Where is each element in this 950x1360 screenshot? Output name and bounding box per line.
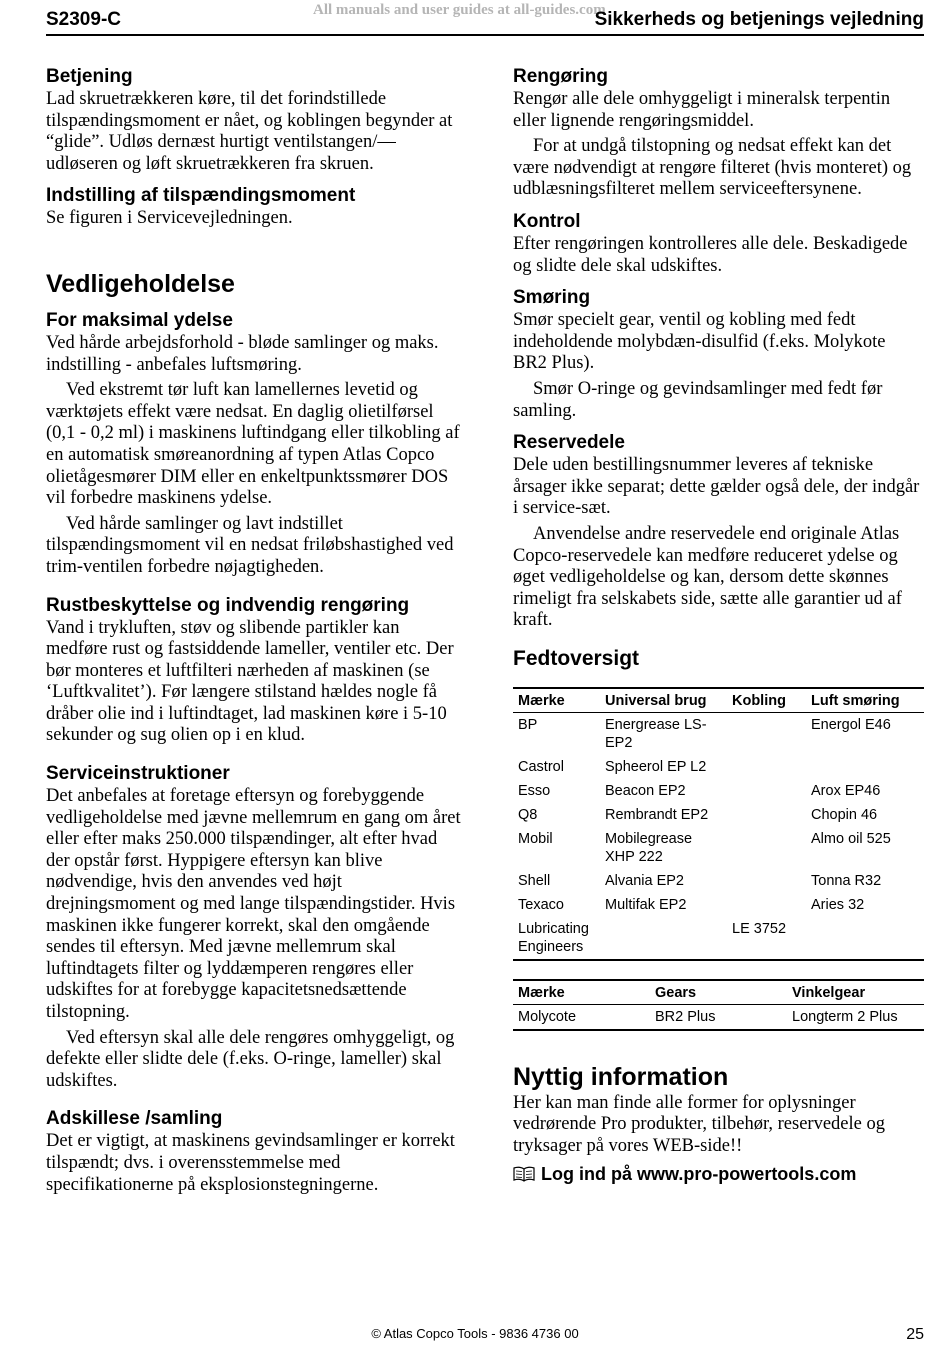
table-cell: Q8	[518, 806, 538, 823]
paragraph-rust: Vand i trykluften, støv og slibende partikler kan medføre rust og fastsiddende lameller, ventiler etc. Der bør monteres et luftfilteri nærheden af maskinen (se ‘Luftkvalitet’). Før længere stilstand hældes nogle få dråber olie ind i luftindtaget, lad maskinen køre i 5-10 sekunder og sug olien op i en klud.	[46, 617, 454, 746]
table-cell	[727, 712, 806, 755]
paragraph-maks-2: Ved ekstremt tør luft kan lamellernes levetid og værktøjets effekt være nedsat. En daglig olietilførsel (0,1 - 0,2 ml) i maskinens luftindgang eller tilkobling af en automatisk smøreanordning af typen Atlas Copco olietågesmører DIM eller en enkeltpunktssmører DOS vil forbedre maskinens ydelse.	[46, 380, 460, 509]
table-cell: Texaco	[518, 896, 564, 913]
table-row	[513, 1004, 924, 1030]
heading-betjening: Betjening	[46, 66, 133, 87]
heading-smoring: Smøring	[513, 287, 591, 309]
web-link[interactable]	[513, 1164, 924, 1185]
paragraph-reservedele-1: Dele uden bestillingsnummer leveres af tekniske årsager ikke separat; dette gælder også dele, der indgår i service-sæt.	[513, 455, 920, 519]
paragraph-smoring-1: Smør specielt gear, ventil og kobling med fedt indeholdende molybdæn-disulfid (f.eks. Molykote BR2 Plus).	[513, 310, 886, 374]
right-column	[513, 64, 924, 1185]
table-row	[513, 712, 924, 755]
gear-table-header	[513, 980, 924, 1005]
table-cell: Almo oil 525	[811, 830, 891, 847]
table-cell	[727, 779, 806, 803]
table-cell: Esso	[518, 782, 551, 799]
column-header: Luft smøring	[806, 688, 924, 713]
table-cell: Spheerol EP L2	[605, 758, 707, 775]
paragraph-service-1: Det anbefales at foretage eftersyn og forebyggende vedligeholdelse med jævne mellemrum en gang om året eller efter maks 250.000 tilspændinger, alt efter hvad der opstår først. Hyppigere eftersyn kan blive nødvendige, hvis den anvendes ved højt drejningsmoment og med lange tilspændingstider. Hvis maskinen ikke fungerer korrekt, skal den omgående sendes til eftersyn. Med jævne mellemrum skal luftindtagets filter og lyddæmperen rengøres eller udskiftes for at forebygge kapacitetsnedsættende tilstopning.	[46, 786, 461, 1022]
table-cell	[806, 755, 924, 779]
table-row	[513, 755, 924, 779]
header-rule	[46, 34, 924, 36]
heading-adskillelse: Adskillese /samling	[46, 1108, 223, 1130]
paragraph-service-2: Ved eftersyn skal alle dele rengøres omhyggeligt, og defekte eller slidte dele (f.eks. O-ringe, lameller) skal udskiftes.	[46, 1027, 455, 1091]
table-cell: Castrol	[518, 758, 564, 775]
column-header: Vinkelgear	[787, 980, 924, 1005]
table-row	[513, 869, 924, 893]
table-cell	[600, 917, 727, 960]
web-link-label[interactable]: Log ind på www.pro-powertools.com	[541, 1163, 857, 1184]
table-cell: Aries 32	[811, 896, 865, 913]
paragraph-betjening: Lad skruetrækkeren køre, til det forindstillede tilspændingsmoment er nået, og koblingen begynder at “glide”. Udløs dernæst hurtigt ventilstangen/—udløseren og løft skruetrækkeren fra skruen.	[46, 89, 453, 174]
table-cell: LE 3752	[727, 917, 806, 960]
heading-maksimal-ydelse: For maksimal ydelse	[46, 309, 233, 331]
table-cell: Arox EP46	[811, 782, 881, 799]
column-header: Mærke	[513, 980, 650, 1005]
table-cell	[727, 755, 806, 779]
table-row	[513, 893, 924, 917]
grease-table	[513, 687, 924, 961]
footer-copyright: © Atlas Copco Tools - 9836 4736 00	[371, 1326, 579, 1341]
column-header: Gears	[650, 980, 787, 1005]
paragraph-kontrol: Efter rengøringen kontrolleres alle dele. Beskadigede og slidte dele skal udskiftes.	[513, 233, 908, 276]
table-cell: Beacon EP2	[605, 782, 686, 799]
left-column	[46, 64, 461, 1196]
table-row	[513, 779, 924, 803]
table-cell: Rembrandt EP2	[605, 806, 709, 823]
table-cell: BR2 Plus	[650, 1004, 787, 1030]
table-cell	[727, 893, 806, 917]
heading-fedtoversigt: Fedtoversigt	[513, 646, 640, 670]
heading-vedligeholdelse: Vedligeholdelse	[46, 269, 235, 298]
table-cell: Tonna R32	[811, 872, 882, 889]
table-cell	[806, 917, 924, 960]
paragraph-adskillelse: Det er vigtigt, at maskinens gevindsamlinger er korrekt tilspændt; dvs. i overensstemmelse med specifikationerne på eksplosionstegningerne.	[46, 1131, 455, 1195]
table-cell: Mobilegrease XHP 222	[605, 830, 693, 865]
table-cell: Multifak EP2	[605, 896, 687, 913]
table-cell: Chopin 46	[811, 806, 878, 823]
heading-nyttig-information: Nyttig information	[513, 1062, 729, 1091]
heading-reservedele: Reservedele	[513, 432, 625, 454]
book-icon	[513, 1166, 535, 1182]
table-cell: Energol E46	[811, 716, 891, 733]
table-cell: Mobil	[518, 830, 553, 847]
column-header: Mærke	[513, 688, 600, 713]
paragraph-nyttig: Her kan man finde alle former for oplysninger vedrørende Pro produkter, tilbehør, reservedele og tryksager på vores WEB-side!!	[513, 1092, 885, 1157]
table-cell: Molycote	[513, 1004, 650, 1030]
heading-serviceinstruktioner: Serviceinstruktioner	[46, 763, 230, 785]
document-code: S2309-C	[46, 9, 121, 30]
table-cell	[727, 869, 806, 893]
paragraph-maks-1: Ved hårde arbejdsforhold - bløde samlinger og maks. indstilling - anbefales luftsmøring.	[46, 332, 439, 375]
table-cell: Alvania EP2	[605, 872, 684, 889]
table-row	[513, 827, 924, 869]
table-cell	[727, 803, 806, 827]
table-cell: Shell	[518, 872, 551, 889]
paragraph-rengoring-2: For at undgå tilstopning og nedsat effekt kan det være nødvendigt at rengøre filteret (hvis monteret) og udblæsningsfilteret mellem serviceeftersynene.	[513, 136, 912, 200]
watermark: All manuals and user guides at all-guides.com	[313, 2, 606, 18]
table-row	[513, 803, 924, 827]
table-cell: Lubricating Engineers	[513, 917, 600, 960]
gear-grease-table	[513, 979, 924, 1031]
column-header: Universal brug	[600, 688, 727, 713]
heading-rengoring: Rengøring	[513, 66, 608, 87]
column-header: Kobling	[727, 688, 806, 713]
table-cell: Longterm 2 Plus	[787, 1004, 924, 1030]
heading-rustbeskyttelse: Rustbeskyttelse og indvendig rengøring	[46, 594, 410, 616]
heading-kontrol: Kontrol	[513, 210, 581, 232]
paragraph-maks-3: Ved hårde samlinger og lavt indstillet tilspændingsmoment vil en nedsat friløbshastighed ved trim-ventilen forbedre nøjagtigheden.	[46, 513, 454, 577]
paragraph-reservedele-2: Anvendelse andre reservedele end originale Atlas Copco-reservedele kan medføre reduceret ydelse og øget vedligeholdelse og kan, dersom dette skønnes rimeligt fra selskabets side, sætte alle garantier ud af kraft.	[513, 523, 902, 631]
grease-table-header	[513, 688, 924, 713]
page-number: 25	[906, 1326, 924, 1343]
document-title: Sikkerheds og betjenings vejledning	[594, 9, 924, 30]
paragraph-indstilling: Se figuren i Servicevejledningen.	[46, 208, 293, 229]
table-cell: Energrease LS-EP2	[605, 716, 707, 751]
heading-indstilling: Indstilling af tilspændingsmoment	[46, 185, 356, 207]
table-cell: BP	[518, 716, 538, 733]
table-cell	[727, 827, 806, 869]
paragraph-rengoring-1: Rengør alle dele omhyggeligt i mineralsk terpentin eller lignende rengøringsmiddel.	[513, 89, 891, 131]
table-row	[513, 917, 924, 960]
paragraph-smoring-2: Smør O-ringe og gevindsamlinger med fedt før samling.	[513, 378, 883, 421]
